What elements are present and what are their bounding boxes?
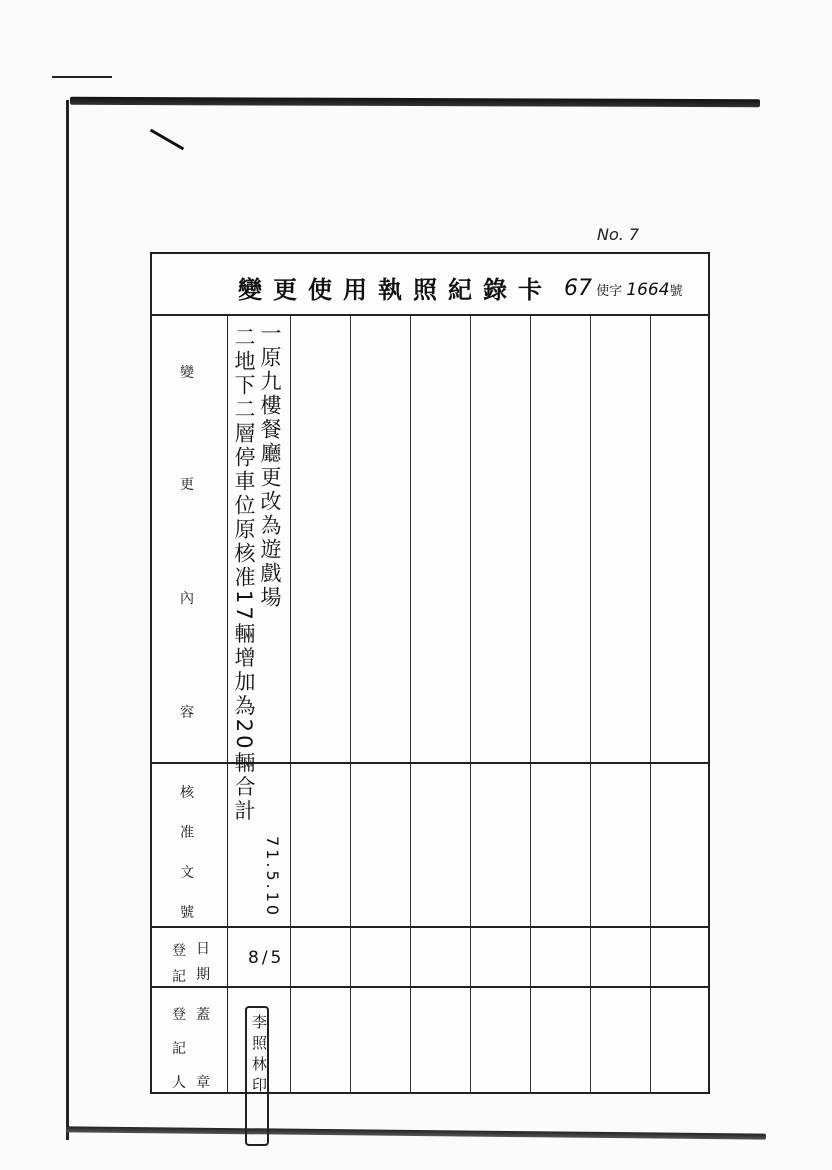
entry-date: 8/5 (248, 948, 285, 968)
label-registrar-main-1: 登 (172, 1007, 186, 1023)
permit-year: 67 (564, 276, 592, 301)
page-number: No. 7 (597, 225, 640, 244)
column-divider (590, 316, 591, 1094)
scan-edge-mark (52, 76, 112, 78)
label-date-main-2: 記 (172, 969, 186, 985)
label-approval-3: 文 (180, 865, 194, 881)
label-date-sub-1: 日 (196, 941, 210, 957)
label-date-main-1: 登 (172, 943, 186, 959)
label-approval-1: 核 (180, 785, 194, 801)
permit-word: 使字 (596, 284, 623, 299)
card-title: 變更使用執照紀錄卡 (238, 275, 553, 304)
entry-approval-number: 71.5.10 (263, 836, 282, 919)
column-divider (290, 316, 291, 1094)
column-divider (530, 316, 531, 1094)
stray-pen-mark (150, 129, 184, 151)
permit-number-value: 1664 (626, 280, 670, 300)
record-card (150, 252, 710, 1098)
column-divider (470, 316, 471, 1094)
scan-edge-left (66, 100, 69, 1140)
registrar-seal-text: 李照林印 (250, 1014, 268, 1098)
column-divider (350, 316, 351, 1094)
column-divider (650, 316, 651, 1094)
scan-edge-bottom (66, 1126, 766, 1139)
title-row (152, 254, 708, 316)
label-change-1: 變 (180, 365, 194, 381)
label-change-4: 容 (180, 705, 194, 721)
entry-content-line2: 二地下二層停車位原核准17輛增加為20輛合計 (232, 326, 256, 824)
label-registrar-sub-2: 章 (196, 1075, 210, 1091)
entry-content-line1: 一原九樓餐廳更改為遊戲場 (258, 322, 282, 610)
label-approval-2: 准 (180, 825, 194, 841)
entry-column (228, 316, 290, 1094)
column-divider (410, 316, 411, 1094)
registrar-seal (245, 1006, 269, 1146)
label-change-3: 內 (180, 591, 194, 607)
permit-suffix: 號 (669, 284, 683, 299)
label-registrar-main-2: 記 (172, 1041, 186, 1057)
label-registrar-sub-1: 蓋 (196, 1007, 210, 1023)
permit-number (564, 276, 683, 301)
label-registrar-main-3: 人 (172, 1075, 186, 1091)
label-date-sub-2: 期 (196, 967, 210, 983)
label-approval-4: 號 (180, 905, 194, 921)
label-column (152, 316, 228, 1094)
label-change-2: 更 (180, 477, 194, 493)
scan-edge-top (70, 97, 760, 107)
